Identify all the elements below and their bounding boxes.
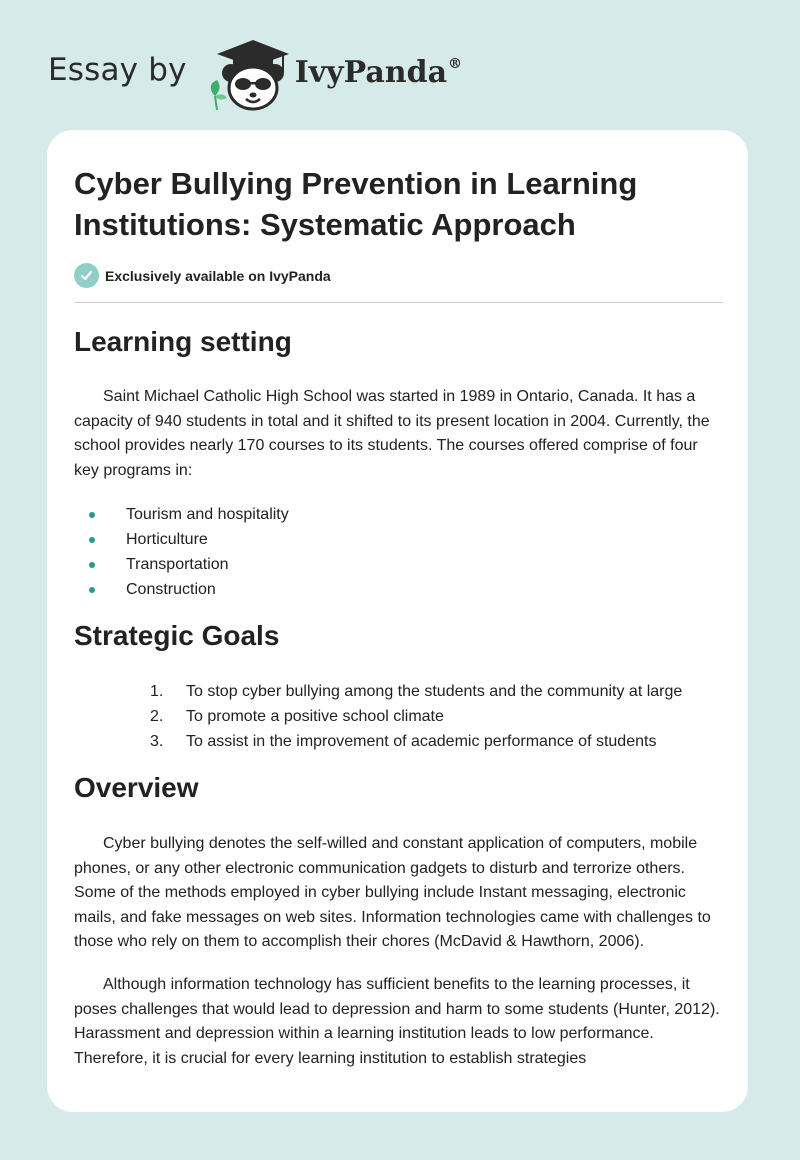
list-item — [74, 704, 682, 729]
list-item — [74, 502, 289, 527]
list-item-text: To promote a positive school climate — [186, 708, 444, 725]
check-icon — [74, 263, 99, 288]
learning-setting-text: Saint Michael Catholic High School was started in 1989 in Ontario, Canada. It has a capacity of 940 students in total and it shifted to its present location in 2004. Currently, the school provides nearly 170 courses to its students. The courses offered comprise of four key programs in: — [74, 388, 710, 479]
divider — [74, 302, 723, 303]
registered-mark: ® — [448, 55, 463, 72]
exclusive-badge-text: Exclusively available on IvyPanda — [105, 267, 331, 284]
panda-logo-icon[interactable] — [203, 36, 291, 112]
brand-text: IvyPanda — [294, 54, 448, 90]
bullet-dot — [89, 537, 95, 543]
bullet-dot — [89, 587, 95, 593]
list-number: 1. — [150, 683, 164, 700]
site-header — [48, 36, 548, 112]
title-line-2: Institutions: Systematic Approach — [74, 207, 576, 242]
list-item — [74, 552, 289, 577]
list-item-text: To stop cyber bullying among the students and the community at large — [186, 683, 683, 700]
heading-learning-setting: Learning setting — [74, 326, 292, 357]
exclusive-badge — [74, 263, 331, 288]
list-item-text: Transportation — [126, 556, 229, 573]
bullet-dot — [89, 512, 95, 518]
list-item-text: To assist in the improvement of academic performance of students — [186, 733, 657, 750]
brand-name[interactable] — [295, 55, 462, 90]
heading-overview: Overview — [74, 772, 199, 803]
list-number: 3. — [150, 733, 164, 750]
goals-list — [74, 679, 682, 754]
list-item — [74, 527, 289, 552]
page-title — [74, 163, 724, 245]
heading-strategic-goals: Strategic Goals — [74, 620, 280, 651]
learning-setting-paragraph — [74, 385, 724, 483]
overview-paragraph-1 — [74, 832, 724, 955]
list-item-text: Tourism and hospitality — [126, 506, 289, 523]
essay-by-label: Essay by — [48, 52, 187, 88]
list-item — [74, 679, 682, 704]
bullet-dot — [89, 562, 95, 568]
list-item — [74, 729, 682, 754]
list-item-text: Construction — [126, 581, 216, 598]
title-line-1: Cyber Bullying Prevention in Learning — [74, 166, 638, 201]
essay-card — [47, 130, 748, 1112]
overview-text-1: Cyber bullying denotes the self-willed and constant application of computers, mobile phones, or any other electronic communication gadgets to disturb and terrorize others. Some of the methods employed in cyber bullying include Instant messaging, electronic mails, and fake messages on web sites. Information technologies came with challenges to those who rely on them to accomplish their chores (McDavid & Hawthorn, 2006). — [74, 835, 711, 950]
list-item-text: Horticulture — [126, 531, 208, 548]
overview-text-2: Although information technology has sufficient benefits to the learning processes, it poses challenges that would lead to depression and harm to some students (Hunter, 2012). Harassment and depression within a learning institution leads to low performance. Therefore, it is crucial for every learning institution to establish strategies — [74, 976, 720, 1067]
list-number: 2. — [150, 708, 164, 725]
list-item — [74, 577, 289, 602]
overview-paragraph-2 — [74, 973, 724, 1071]
programs-list — [74, 502, 289, 602]
